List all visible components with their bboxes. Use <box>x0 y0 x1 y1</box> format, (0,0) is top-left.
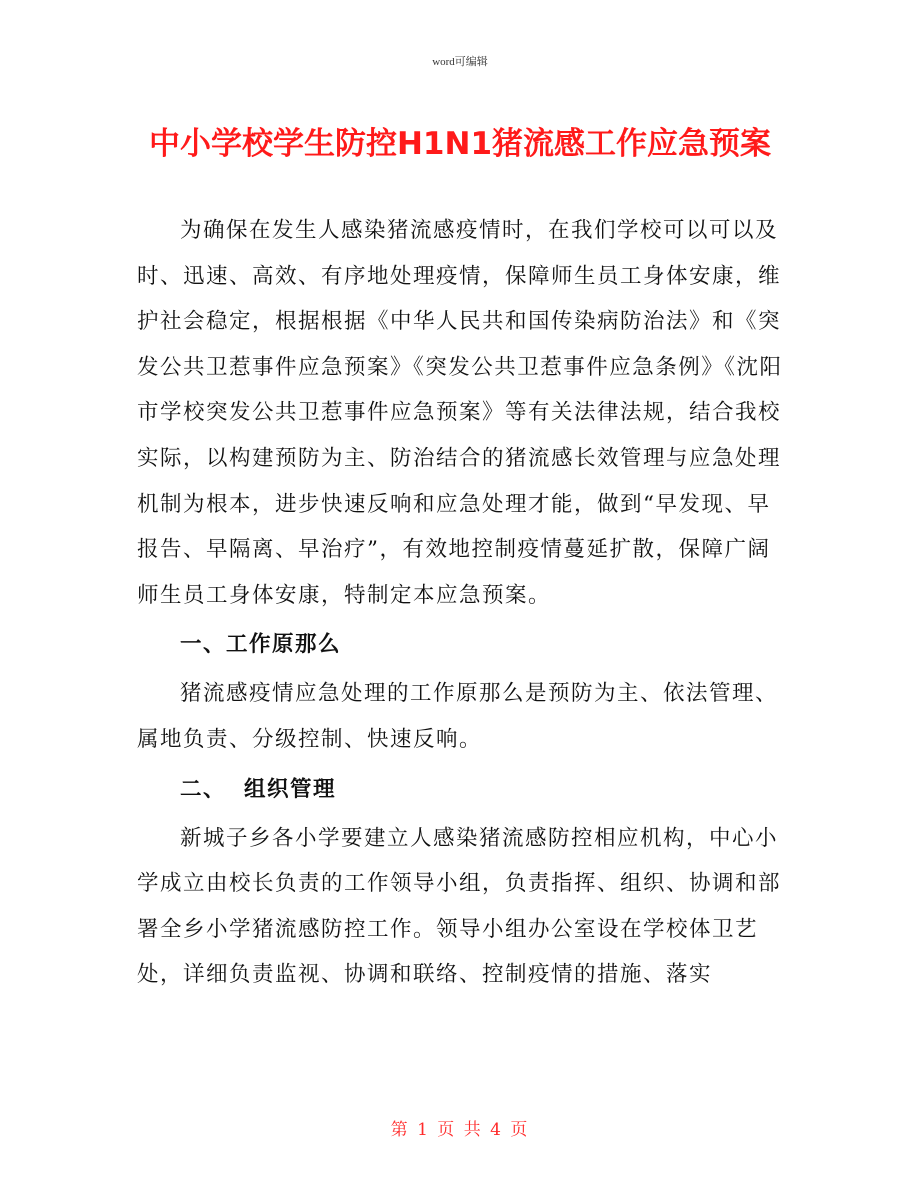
header-note: word可编辑 <box>432 56 488 68</box>
page-number: 第 1 页 共 4 页 <box>390 1120 530 1140</box>
document-body <box>137 208 787 998</box>
intro-paragraph: 为确保在发生人感染猪流感疫情时，在我们学校可以可以及时、迅速、高效、有序地处理疫情，保障师生员工身体安康，维护社会稳定，根据根据《中华人民共和国传染病防治法》和《突发公共卫惹事件应急预案》《突发公共卫惹事件应急条例》《沈阳市学校突发公共卫惹事件应急预案》等有关法律法规，结合我校实际，以构建预防为主、防治结合的猪流感长效管理与应急处理机制为根本，进步快速反响和应急处理才能，做到“早发现、早报告、早隔离、早治疗”，有效地控制疫情蔓延扩散，保障广阔师生员工身体安康，特制定本应急预案。 <box>137 218 783 608</box>
section-text-principles: 猪流感疫情应急处理的工作原那么是预防为主、依法管理、属地负责、分级控制、快速反响。 <box>137 681 779 752</box>
document-title: 中小学校学生防控H1N1猪流感工作应急预案 <box>148 126 772 162</box>
section-heading-principles: 一、工作原那么 <box>180 632 342 658</box>
section-heading-organization: 二、 组织管理 <box>180 776 336 802</box>
section-text-organization: 新城子乡各小学要建立人感染猪流感防控相应机构，中心小学成立由校长负责的工作领导小组，负责指挥、组织、协调和部署全乡小学猪流感防控工作。领导小组办公室设在学校体卫艺处，详细负责监视、协调和联络、控制疫情的措施、落实 <box>137 825 782 988</box>
